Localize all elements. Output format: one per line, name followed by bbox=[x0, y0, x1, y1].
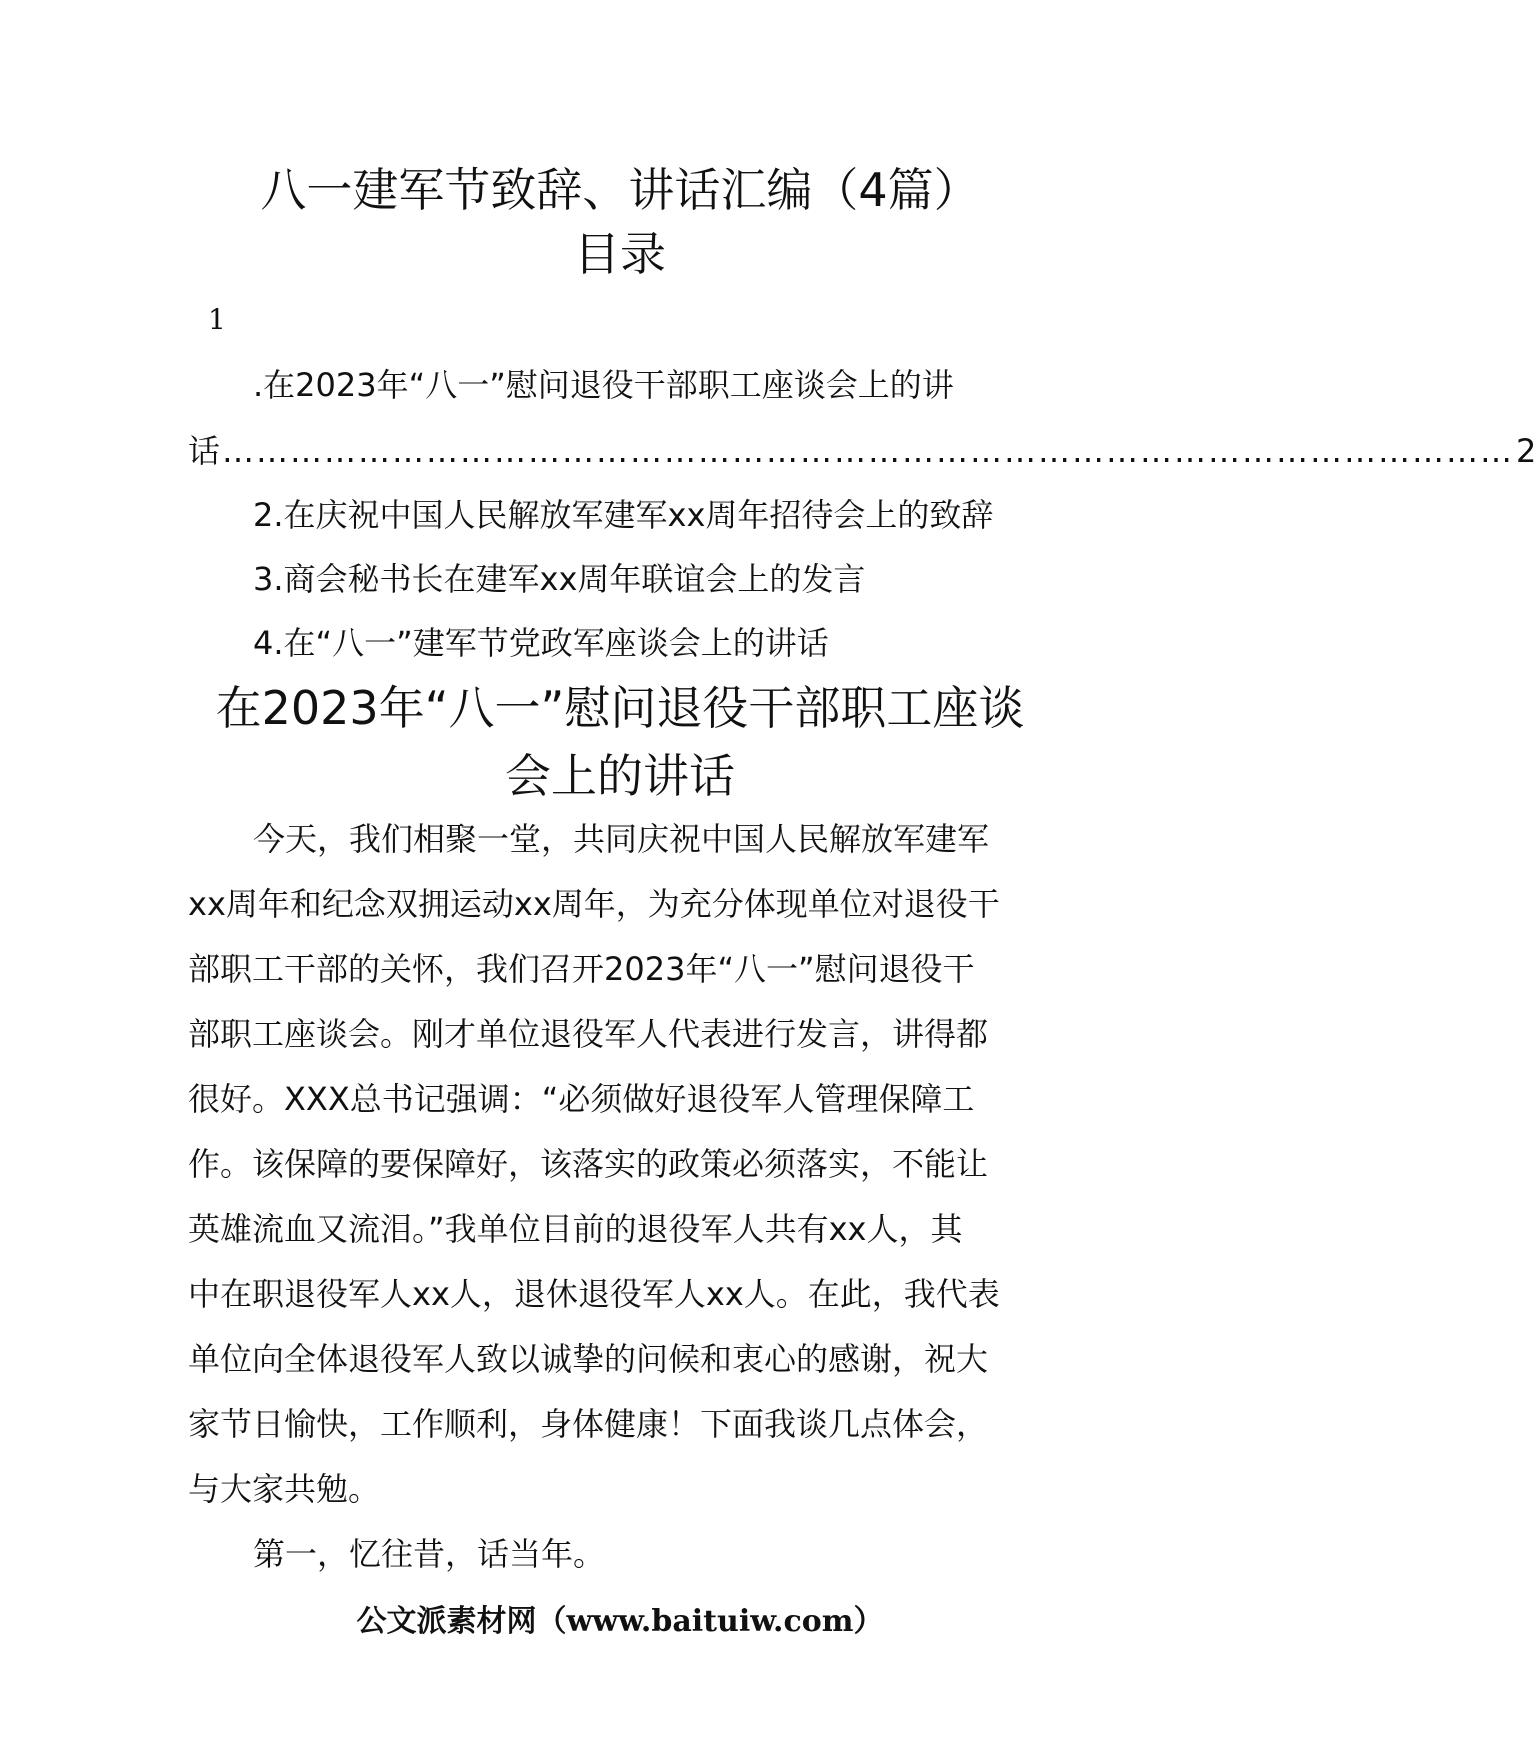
toc-number: 1 bbox=[208, 303, 226, 336]
section-title-line1: 在2023年“八一”慰问退役干部职工座谈 bbox=[215, 681, 1025, 735]
paragraph-line: xx周年和纪念双拥运动xx周年，为充分体现单位对退役干 bbox=[188, 885, 1000, 923]
toc-item-1-page: 2 bbox=[1516, 432, 1536, 470]
toc-item-1-tail: 话 bbox=[188, 432, 221, 470]
toc-heading: 目录 bbox=[574, 227, 666, 281]
paragraph-line: 中在职退役军人xx人，退休退役军人xx人。在此，我代表 bbox=[188, 1275, 1000, 1313]
toc-item-3: 3.商会秘书长在建军xx周年联谊会上的发言 bbox=[253, 560, 866, 598]
toc-item-2: 2.在庆祝中国人民解放军建军xx周年招待会上的致辞 bbox=[253, 496, 994, 534]
section-title-line2: 会上的讲话 bbox=[505, 749, 735, 803]
toc-item-1-line1: .在2023年“八一”慰问退役干部职工座谈会上的讲 bbox=[253, 366, 954, 404]
paragraph-line: 很好。XXX总书记强调：“必须做好退役军人管理保障工 bbox=[188, 1080, 975, 1118]
paragraph-line: 今天，我们相聚一堂，共同庆祝中国人民解放军建军 bbox=[253, 820, 990, 858]
paragraph-line: 部职工干部的关怀，我们召开2023年“八一”慰问退役干 bbox=[188, 950, 975, 988]
toc-item-4: 4.在“八一”建军节党政军座谈会上的讲话 bbox=[253, 624, 829, 662]
paragraph-line: 单位向全体退役军人致以诚挚的问候和衷心的感谢，祝大 bbox=[188, 1340, 989, 1378]
paragraph-line: 与大家共勉。 bbox=[188, 1470, 381, 1508]
paragraph-line: 作。该保障的要保障好，该落实的政策必须落实，不能让 bbox=[188, 1145, 989, 1183]
toc-leader-dots: …………………………………………………………………………………………………… bbox=[222, 432, 1515, 470]
toc-item-1-line2 bbox=[188, 428, 1536, 474]
document-title: 八一建军节致辞、讲话汇编（4篇） bbox=[260, 163, 980, 217]
subheading: 第一，忆往昔，话当年。 bbox=[253, 1535, 606, 1573]
page-footer: 公文派素材网（www.baituiw.com） bbox=[356, 1604, 884, 1639]
paragraph-line: 家节日愉快，工作顺利，身体健康！下面我谈几点体会， bbox=[188, 1405, 989, 1443]
paragraph-line: 部职工座谈会。刚才单位退役军人代表进行发言，讲得都 bbox=[188, 1015, 989, 1053]
paragraph-line: 英雄流血又流泪。”我单位目前的退役军人共有xx人，其 bbox=[188, 1210, 963, 1248]
